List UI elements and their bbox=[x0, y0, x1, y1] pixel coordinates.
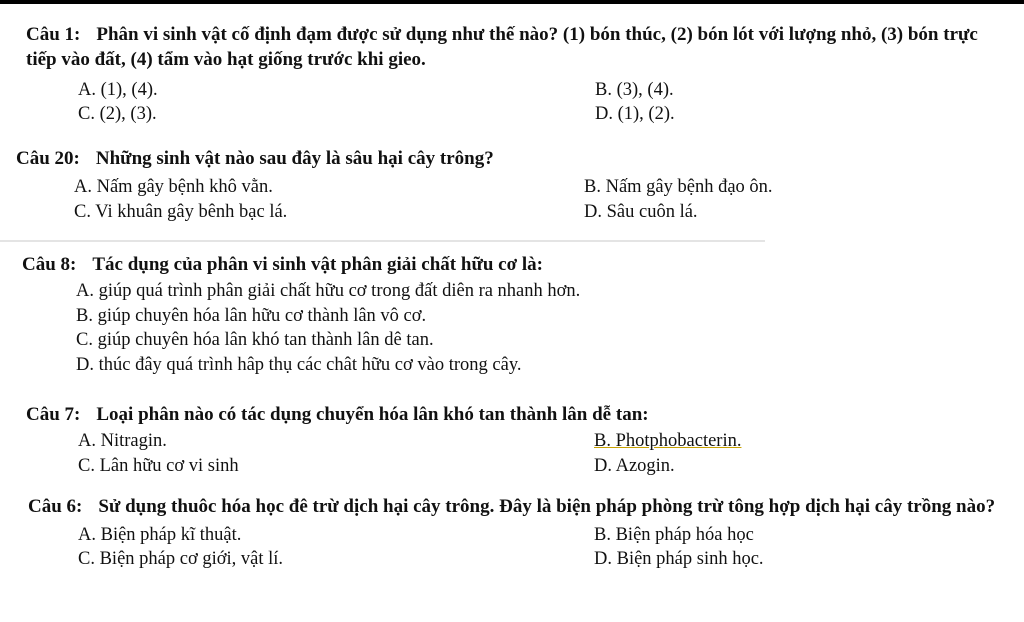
question-7-text: Loại phân nào có tác dụng chuyển hóa lân khó tan thành lân dễ tan: bbox=[96, 404, 649, 425]
question-8-options bbox=[76, 279, 1024, 377]
question-7-number: Câu 7: bbox=[26, 404, 81, 425]
question-7-option-a[interactable]: A. Nitragin. bbox=[78, 431, 167, 451]
question-8 bbox=[0, 252, 1024, 377]
question-1 bbox=[0, 22, 1024, 130]
question-7-option-b[interactable]: B. Photphobacterin. bbox=[594, 431, 742, 451]
question-1-text: Phân vi sinh vật cố định đạm được sử dụng như thế nào? (1) bón thúc, (2) bón lót với lượng nhỏ, (3) bón trực tiếp vào đất, (4) tẩm vào hạt giống trước khi gieo. bbox=[26, 24, 978, 70]
question-6-options bbox=[0, 523, 1024, 575]
question-7-option-c[interactable]: C. Lân hữu cơ vi sinh bbox=[78, 456, 239, 476]
question-7-stem bbox=[0, 402, 1024, 427]
question-6-option-a[interactable]: A. Biện pháp kĩ thuật. bbox=[78, 525, 242, 545]
question-20 bbox=[0, 146, 1024, 227]
question-1-option-a[interactable]: A. (1), (4). bbox=[78, 80, 158, 100]
question-6-option-d[interactable]: D. Biện pháp sinh học. bbox=[594, 549, 764, 569]
top-border bbox=[0, 0, 1024, 4]
question-20-option-a[interactable]: A. Nấm gây bệnh khô vằn. bbox=[74, 177, 273, 197]
question-1-option-c[interactable]: C. (2), (3). bbox=[78, 104, 157, 124]
question-7 bbox=[0, 402, 1024, 481]
question-20-option-b[interactable]: B. Nấm gây bệnh đạo ôn. bbox=[584, 177, 773, 197]
question-6-option-b[interactable]: B. Biện pháp hóa học bbox=[594, 525, 754, 545]
question-20-option-d[interactable]: D. Sâu cuôn lá. bbox=[584, 202, 698, 222]
question-6-stem bbox=[0, 494, 1024, 519]
question-1-stem bbox=[0, 22, 1024, 72]
question-8-stem bbox=[0, 252, 1024, 277]
question-8-option-d[interactable]: D. thúc đây quá trình hâp thụ các chât hữu cơ vào trong cây. bbox=[76, 354, 522, 375]
question-1-number: Câu 1: bbox=[26, 24, 81, 45]
question-20-option-c[interactable]: C. Vi khuân gây bênh bạc lá. bbox=[74, 202, 288, 222]
question-6-number: Câu 6: bbox=[28, 496, 83, 517]
question-1-option-b[interactable]: B. (3), (4). bbox=[595, 80, 674, 100]
question-8-option-a[interactable]: A. giúp quá trình phân giải chất hữu cơ trong đất diên ra nhanh hơn. bbox=[76, 281, 581, 301]
question-6-text: Sử dụng thuôc hóa học đê trừ dịch hại cây trông. Đây là biện pháp phòng trừ tông hợp dịch hại cây trồng nào? bbox=[98, 496, 996, 517]
question-20-text: Những sinh vật nào sau đây là sâu hại cây trông? bbox=[95, 148, 494, 169]
question-20-options bbox=[0, 175, 1024, 227]
question-6 bbox=[0, 494, 1024, 575]
question-8-option-b[interactable]: B. giúp chuyên hóa lân hữu cơ thành lân vô cơ. bbox=[76, 305, 427, 326]
question-20-stem bbox=[0, 146, 1024, 171]
question-8-number: Câu 8: bbox=[22, 254, 77, 275]
question-8-text: Tác dụng của phân vi sinh vật phân giải chất hữu cơ là: bbox=[92, 254, 543, 275]
question-1-option-d[interactable]: D. (1), (2). bbox=[595, 104, 675, 124]
section-divider bbox=[0, 240, 765, 242]
question-7-options bbox=[0, 429, 1024, 481]
question-7-option-d[interactable]: D. Azogin. bbox=[594, 456, 675, 476]
question-20-number: Câu 20: bbox=[16, 148, 80, 169]
question-1-options bbox=[0, 78, 1024, 130]
question-6-option-c[interactable]: C. Biện pháp cơ giới, vật lí. bbox=[78, 549, 284, 569]
question-8-option-c[interactable]: C. giúp chuyên hóa lân khó tan thành lân dê tan. bbox=[76, 330, 434, 350]
